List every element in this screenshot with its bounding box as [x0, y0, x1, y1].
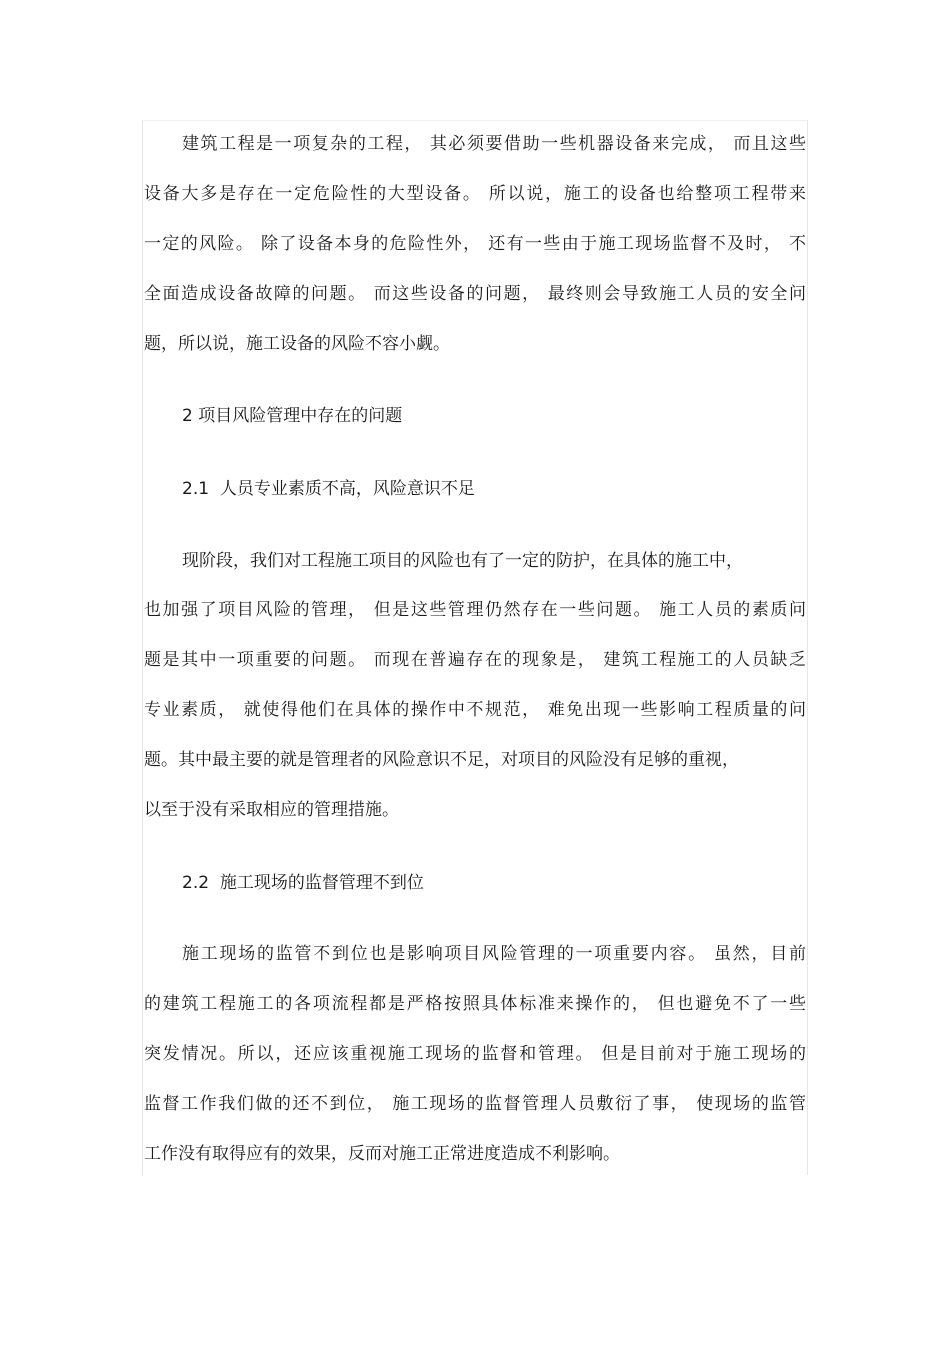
paragraph-2-line-6: 以至于没有采取相应的管理措施。	[144, 800, 399, 820]
paragraph-1-line-1: 建筑工程是一项复杂的工程， 其必须要借助一些机器设备来完成， 而且这些	[182, 134, 806, 154]
section-heading-2-2: 2.2 施工现场的监督管理不到位	[182, 873, 424, 893]
paragraph-1-line-3: 一定的风险。 除了设备本身的危险性外， 还有一些由于施工现场监督不及时， 不	[144, 234, 806, 254]
paragraph-2-line-4: 专业素质， 就使得他们在具体的操作中不规范， 难免出现一些影响工程质量的问	[144, 700, 806, 720]
section-heading-2: 2 项目风险管理中存在的问题	[182, 406, 403, 426]
paragraph-3-line-2: 的建筑工程施工的各项流程都是严格按照具体标准来操作的， 但也避免不了一些	[144, 994, 806, 1014]
paragraph-2-line-2: 也加强了项目风险的管理， 但是这些管理仍然存在一些问题。 施工人员的素质问	[144, 600, 806, 620]
section-heading-2-1: 2.1 人员专业素质不高，风险意识不足	[182, 479, 475, 499]
paragraph-1-line-5: 题，所以说，施工设备的风险不容小觑。	[144, 334, 450, 354]
paragraph-3-line-1: 施工现场的监管不到位也是影响项目风险管理的一项重要内容。 虽然，目前	[182, 944, 806, 964]
paragraph-2-line-3: 题是其中一项重要的问题。 而现在普遍存在的现象是， 建筑工程施工的人员缺乏	[144, 650, 806, 670]
paragraph-1-line-2: 设备大多是存在一定危险性的大型设备。 所以说，施工的设备也给整项工程带来	[144, 184, 806, 204]
paragraph-2-line-5: 题。其中最主要的就是管理者的风险意识不足，对项目的风险没有足够的重视，	[144, 750, 739, 770]
paragraph-2-line-1: 现阶段，我们对工程施工项目的风险也有了一定的防护，在具体的施工中，	[182, 551, 743, 571]
paragraph-1-line-4: 全面造成设备故障的问题。 而这些设备的问题， 最终则会导致施工人员的安全问	[144, 284, 806, 304]
paragraph-3-line-5: 工作没有取得应有的效果，反而对施工正常进度造成不利影响。	[144, 1144, 620, 1164]
paragraph-3-line-4: 监督工作我们做的还不到位， 施工现场的监督管理人员敷衍了事， 使现场的监管	[144, 1094, 806, 1114]
paragraph-3-line-3: 突发情况。所以，还应该重视施工现场的监督和管理。 但是目前对于施工现场的	[144, 1044, 806, 1064]
